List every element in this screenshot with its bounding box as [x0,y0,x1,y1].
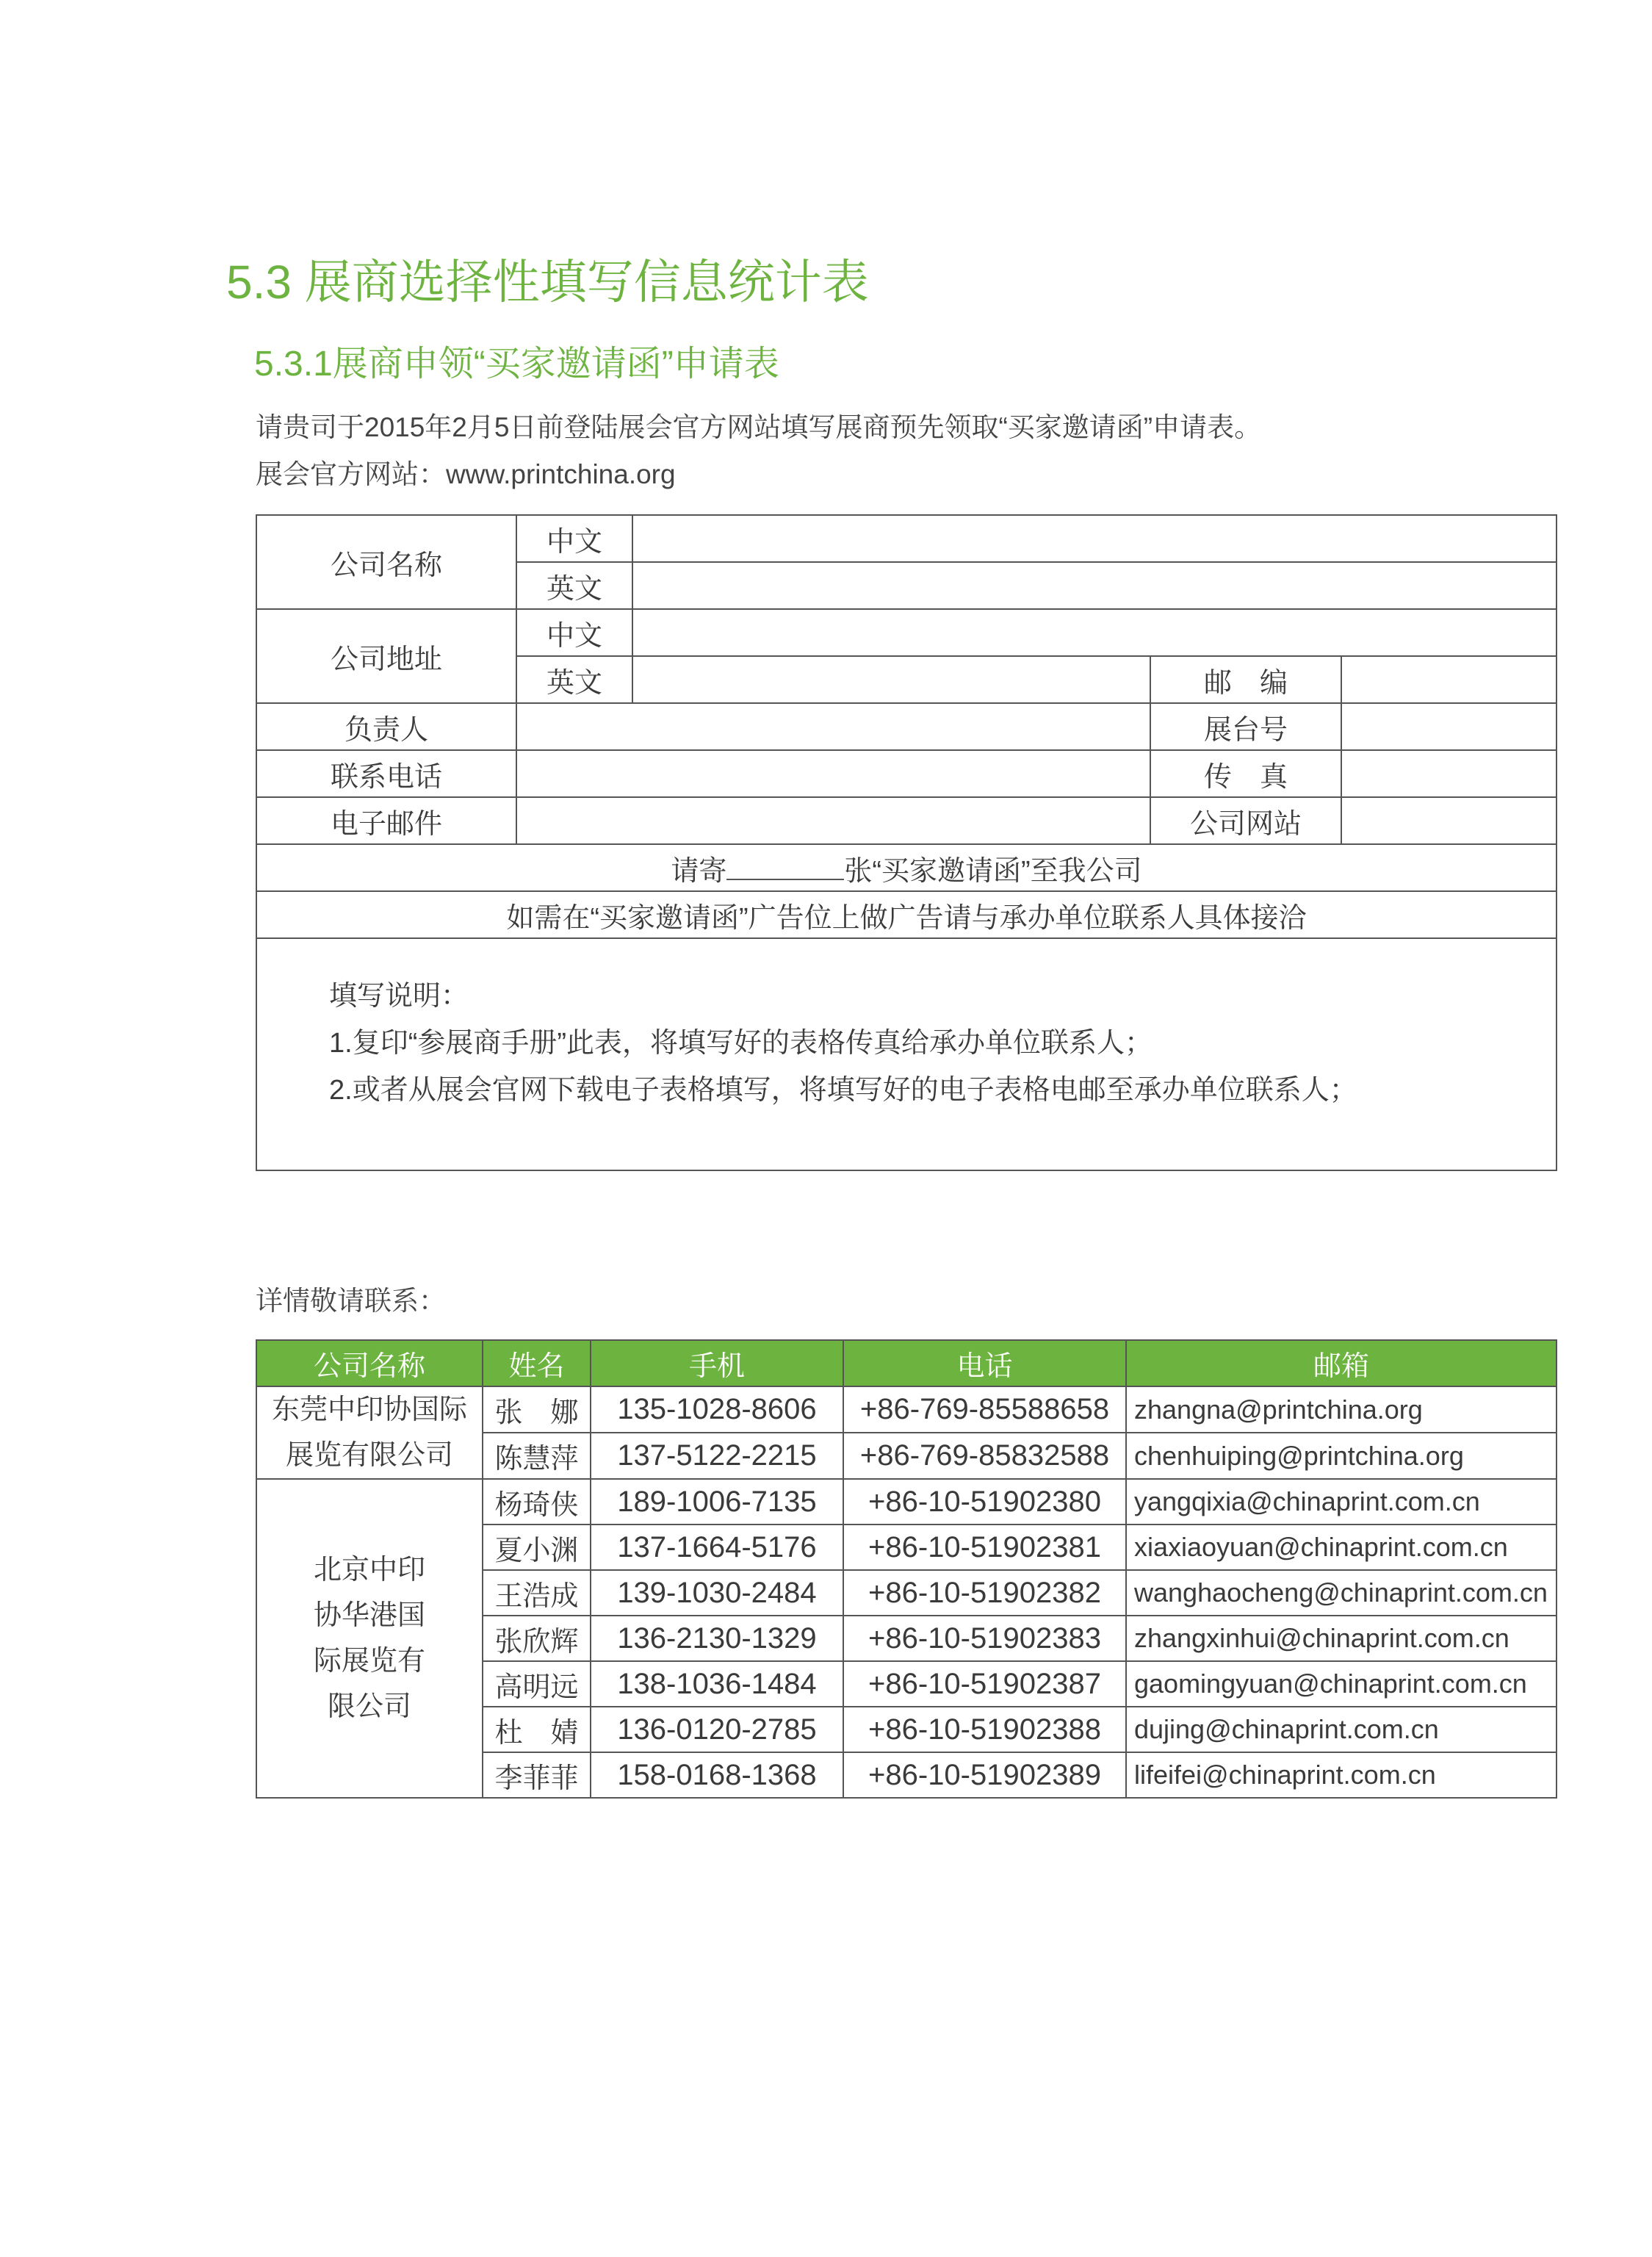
notes-item-1: 1.复印“参展商手册”此表，将填写好的表格传真给承办单位联系人； [329,1028,1153,1059]
contact-email[interactable]: yangqixia@chinaprint.com.cn [1126,1479,1557,1525]
contact-name: 高明远 [483,1661,591,1707]
company-beijing: 北京中印协华港国际展览有限公司 [256,1479,483,1798]
label-person-in-charge: 负责人 [256,703,516,750]
header-email: 邮箱 [1126,1340,1557,1386]
contact-email[interactable]: zhangxinhui@chinaprint.com.cn [1126,1616,1557,1661]
contact-mobile: 158-0168-1368 [591,1752,843,1798]
contact-mobile: 139-1030-2484 [591,1570,843,1616]
contact-email[interactable]: zhangna@printchina.org [1126,1386,1557,1433]
postcode-field[interactable] [1341,656,1557,703]
contact-name: 张欣辉 [483,1616,591,1661]
booth-no-field[interactable] [1341,703,1557,750]
contact-name: 李菲菲 [483,1752,591,1798]
contact-phone: +86-10-51902382 [843,1570,1126,1616]
invitation-application-form [256,514,1557,1171]
contact-email[interactable]: lifeifei@chinaprint.com.cn [1126,1752,1557,1798]
ad-note: 如需在“买家邀请函”广告位上做广告请与承办单位联系人具体接洽 [256,891,1557,938]
header-mobile: 手机 [591,1340,843,1386]
company-name-english-field[interactable] [632,562,1557,609]
contact-mobile: 189-1006-7135 [591,1479,843,1525]
contact-email[interactable]: chenhuiping@printchina.org [1126,1433,1557,1479]
label-website: 公司网站 [1150,797,1341,844]
contact-label: 详情敬请联系： [256,1286,446,1316]
subsection-title: 5.3.1展商申领“买家邀请函”申请表 [254,345,779,384]
website-field[interactable] [1341,797,1557,844]
email-field[interactable] [516,797,1150,844]
person-in-charge-field[interactable] [516,703,1150,750]
company-address-english-field[interactable] [632,656,1150,703]
request-suffix: 张“买家邀请函”至我公司 [844,855,1142,887]
label-booth-no: 展台号 [1150,703,1341,750]
contact-mobile: 136-0120-2785 [591,1707,843,1752]
intro-deadline: 请贵司于2015年2月5日前登陆展会官方网站填写展商预先领取“买家邀请函”申请表。 [256,412,1262,442]
label-fax: 传 真 [1150,750,1341,797]
contact-name: 张 娜 [483,1386,591,1433]
request-prefix: 请寄 [671,855,727,887]
notes-title: 填写说明： [329,981,469,1012]
contact-name: 王浩成 [483,1570,591,1616]
contact-email[interactable]: gaomingyuan@chinaprint.com.cn [1126,1661,1557,1707]
contact-table [256,1339,1557,1799]
contact-mobile: 138-1036-1484 [591,1661,843,1707]
contact-name: 夏小渊 [483,1525,591,1570]
contact-name: 陈慧萍 [483,1433,591,1479]
section-title: 5.3 展商选择性填写信息统计表 [226,256,869,309]
company-dongguan: 东莞中印协国际展览有限公司 [256,1386,483,1479]
contact-header-row [256,1340,1557,1386]
contact-phone: +86-10-51902380 [843,1479,1126,1525]
contact-phone: +86-10-51902388 [843,1707,1126,1752]
label-phone: 联系电话 [256,750,516,797]
table-row [256,1386,1557,1433]
contact-email[interactable]: dujing@chinaprint.com.cn [1126,1707,1557,1752]
contact-name: 杜 婧 [483,1707,591,1752]
company-name-chinese-field[interactable] [632,515,1557,562]
intro-website: 展会官方网站：www.printchina.org [256,459,676,489]
contact-phone: +86-10-51902381 [843,1525,1126,1570]
contact-name: 杨琦侠 [483,1479,591,1525]
contact-phone: +86-10-51902387 [843,1661,1126,1707]
label-company-address-chinese: 中文 [516,609,632,656]
header-company: 公司名称 [256,1340,483,1386]
contact-phone: +86-10-51902383 [843,1616,1126,1661]
label-company-name-chinese: 中文 [516,515,632,562]
header-phone: 电话 [843,1340,1126,1386]
phone-field[interactable] [516,750,1150,797]
notes-item-2: 2.或者从展会官网下载电子表格填写，将填写好的电子表格电邮至承办单位联系人； [329,1075,1357,1106]
label-company-name-english: 英文 [516,562,632,609]
contact-phone: +86-10-51902389 [843,1752,1126,1798]
contact-phone: +86-769-85588658 [843,1386,1126,1433]
label-postcode: 邮 编 [1150,656,1341,703]
contact-email[interactable]: xiaxiaoyuan@chinaprint.com.cn [1126,1525,1557,1570]
contact-mobile: 136-2130-1329 [591,1616,843,1661]
label-company-address-english: 英文 [516,656,632,703]
fill-instructions [256,938,1557,1170]
contact-email[interactable]: wanghaocheng@chinaprint.com.cn [1126,1570,1557,1616]
contact-phone: +86-769-85832588 [843,1433,1126,1479]
contact-mobile: 135-1028-8606 [591,1386,843,1433]
contact-mobile: 137-1664-5176 [591,1525,843,1570]
company-address-chinese-field[interactable] [632,609,1557,656]
fax-field[interactable] [1341,750,1557,797]
label-company-name: 公司名称 [256,515,516,609]
label-email: 电子邮件 [256,797,516,844]
contact-mobile: 137-5122-2215 [591,1433,843,1479]
label-company-address: 公司地址 [256,609,516,703]
request-row [256,844,1557,891]
table-row [256,1479,1557,1525]
request-quantity-field[interactable] [726,854,844,880]
header-name: 姓名 [483,1340,591,1386]
